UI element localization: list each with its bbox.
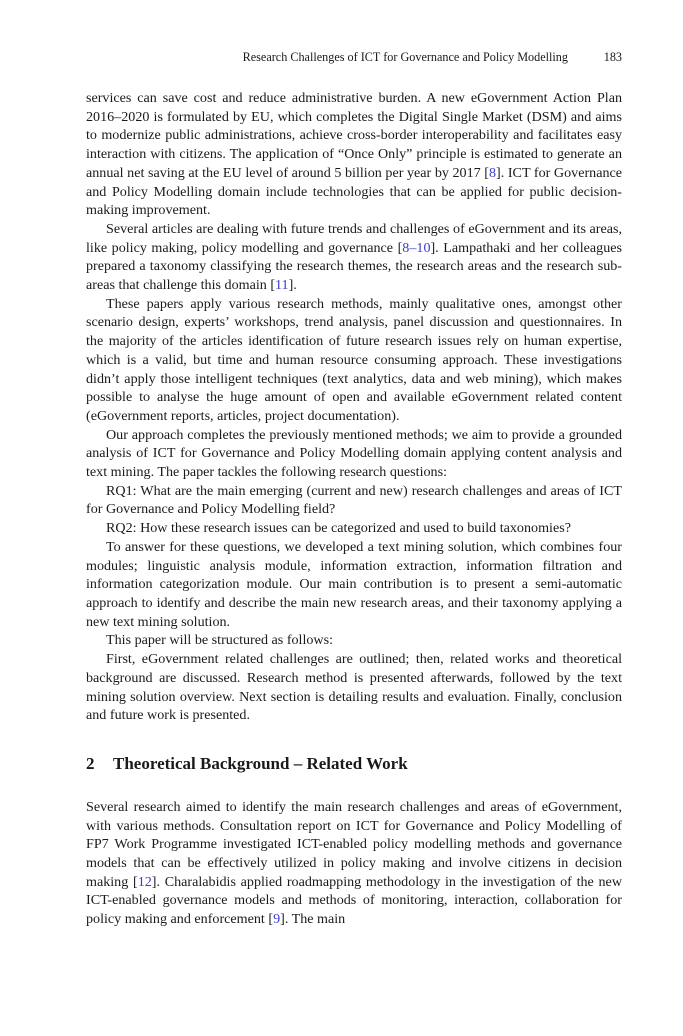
paragraph	[86, 220, 622, 295]
running-title: Research Challenges of ICT for Governance and Policy Modelling	[242, 50, 568, 64]
paragraph-text: This paper will be structured as follows:	[106, 632, 334, 649]
citation-link[interactable]: 11	[275, 277, 289, 294]
paragraph-text: ]. ICT for Governance and Policy Modelling domain include technologies that can be applied for public decision-making improvement.	[86, 164, 623, 219]
citation-link[interactable]: 9	[273, 911, 281, 928]
citation-link[interactable]: 8	[489, 164, 497, 181]
paragraph-text: ]. The main	[280, 911, 346, 928]
paragraph-text: To answer for these questions, we developed a text mining solution, which combines four modules; linguistic analysis module, information extraction, information filtration and information categorization module. Our main contribution is to present a semi-automatic approach to identify and describe the main new research areas, and their taxonomy applying a new text mining solution.	[86, 538, 622, 630]
paragraph-text: First, eGovernment related challenges are outlined; then, related works and theoretical background are discussed. Research method is presented afterwards, followed by the text mining solution overview. Next section is detailing results and evaluation. Finally, conclusion and future work is presented.	[86, 651, 622, 724]
paragraph-text: RQ2: How these research issues can be categorized and used to build taxonomies?	[106, 520, 571, 537]
paragraph-text: Several articles are dealing with future trends and challenges of eGovernment and its areas, like policy making, policy modelling and governance [	[86, 220, 622, 256]
paragraph-text: ].	[288, 277, 297, 294]
paragraph	[86, 426, 622, 482]
paragraph	[86, 538, 622, 632]
intro-paragraphs	[86, 89, 622, 725]
section-heading	[86, 753, 622, 775]
paragraph-text: These papers apply various research methods, mainly qualitative ones, amongst other scenario design, experts’ workshops, trend analysis, panel discussion and questionnaires. In the majority of the articles identification of future research issues rely on human expertise, which is a valid, but time and human resource consuming approach. These investigations didn’t apply those intelligent techniques (text analytics, data and web mining), which makes possible to analyse the huge amount of open and available eGovernment related content (eGovernment reports, articles, project documentation).	[86, 295, 622, 424]
running-header	[86, 50, 622, 68]
section-paragraphs	[86, 798, 622, 929]
citation-link[interactable]: 12	[137, 873, 152, 890]
section-title: Theoretical Background – Related Work	[113, 753, 408, 773]
paragraph-text: Our approach completes the previously mentioned methods; we aim to provide a grounded analysis of ICT for Governance and Policy Modelling domain applying content analysis and text mining. The paper tackles the following research questions:	[86, 426, 622, 481]
paragraph-text: RQ1: What are the main emerging (current and new) research challenges and areas of ICT for Governance and Policy Modelling field?	[86, 482, 622, 518]
paragraph	[86, 650, 622, 725]
paragraph	[86, 631, 622, 650]
paragraph	[86, 519, 622, 538]
paragraph	[86, 482, 622, 519]
paragraph	[86, 295, 622, 426]
citation-link[interactable]: 8–10	[402, 239, 431, 256]
paragraph-text: ]. Lampathaki and her colleagues prepared a taxonomy classifying the research themes, the research areas and the research sub-areas that challenge this domain [	[86, 239, 622, 294]
paragraph-text: ]. Charalabidis applied roadmapping methodology in the investigation of the new ICT-enabled governance models and methods of monitoring, interaction, collaboration for policy making and enforcement [	[86, 873, 622, 928]
paragraph-text: Several research aimed to identify the main research challenges and areas of eGovernment, with various methods. Consultation report on ICT for Governance and Policy Modelling of FP7 Work Programme investigated ICT-enabled policy modelling methods and governance models that can be effectively utilized in policy making and involve citizens in decision making [	[86, 798, 622, 890]
body-text	[86, 89, 622, 929]
paragraph-text: services can save cost and reduce administrative burden. A new eGovernment Action Plan 2016–2020 is formulated by EU, which completes the Digital Single Market (DSM) and aims to modernize public administrations, achieve cross-border interoperability and facilitates easy interaction with citizens. The application of “Once Only” principle is estimated to generate an annual net saving at the EU level of around 5 billion per year by 2017 [	[86, 90, 622, 181]
page-number: 183	[603, 50, 622, 64]
paragraph	[86, 89, 622, 220]
section-number: 2	[86, 753, 95, 773]
paragraph	[86, 798, 622, 929]
